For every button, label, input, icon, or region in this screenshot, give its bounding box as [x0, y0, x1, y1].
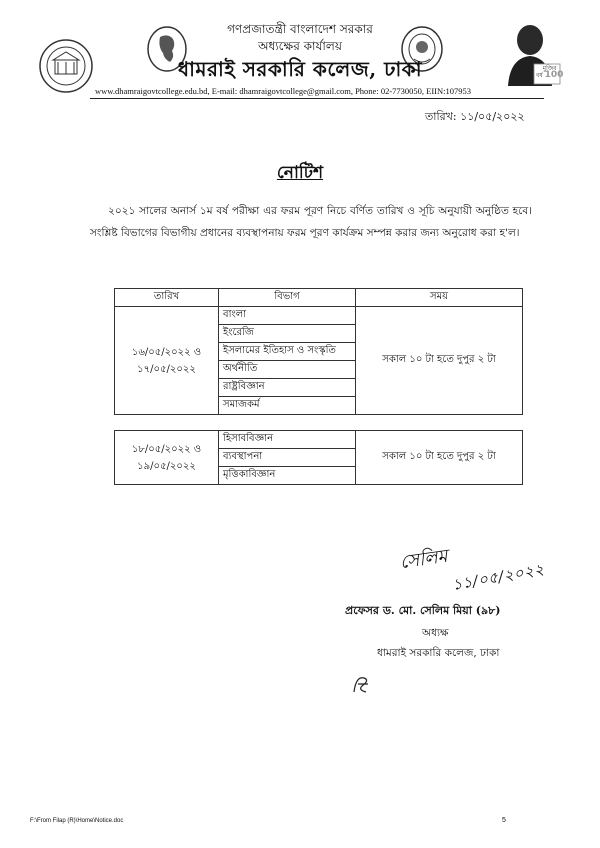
department-cell: বাংলা	[219, 307, 356, 325]
initial-mark-icon	[350, 672, 374, 698]
schedule-table-1	[114, 288, 523, 415]
time-cell-1: সকাল ১০ টা হতে দুপুর ২ টা	[356, 307, 523, 415]
department-cell: ইংরেজি	[219, 325, 356, 343]
header-time: সময়	[356, 289, 523, 307]
mujib-badge-label: মুজিব বর্ষ	[536, 65, 557, 79]
department-cell: সমাজকর্ম	[219, 397, 356, 415]
schedule-table-2	[114, 430, 523, 485]
header-department: বিভাগ	[219, 289, 356, 307]
date-cell-1	[115, 307, 219, 415]
mujib-badge-number: 100	[544, 70, 564, 80]
department-cell: হিসাববিজ্ঞান	[219, 431, 356, 449]
signatory-name: প্রফেসর ড. মো. সেলিম মিয়া (৯৮)	[345, 604, 501, 617]
footer-file-path: F:\From Filap (R)\Home\Notice.doc	[30, 818, 124, 824]
notice-body-text: ২০২১ সালের অনার্স ১ম বর্ষ পরীক্ষা এর ফরম পূরণ নিচে বর্ণিত তারিখ ও সূচি অনুযায়ী অনুষ্ঠিত হবে। সংশ্লিষ্ট বিভাগের বিভাগীয় প্রধানের ব্যবস্থাপনায় ফরম পূরণ কার্যক্রম সম্পন্ন করার জন্য অনুরোধ করা হ'ল।	[90, 205, 532, 239]
notice-title: নোটিশ	[276, 163, 324, 183]
office-title: অধ্যক্ষের কার্যালয়	[258, 39, 342, 53]
time-cell-2: সকাল ১০ টা হতে দুপুর ২ টা	[356, 431, 523, 485]
department-cell: রাষ্ট্রবিজ্ঞান	[219, 379, 356, 397]
header-date: তারিখ	[115, 289, 219, 307]
header-divider	[90, 98, 544, 99]
department-cell: অর্থনীতি	[219, 361, 356, 379]
signature-date: ১১/০৫/২০২২	[450, 560, 546, 594]
government-title: গণপ্রজাতন্ত্রী বাংলাদেশ সরকার	[227, 22, 373, 36]
notice-date: তারিখ: ১১/০৫/২০২২	[425, 110, 525, 123]
department-cell: ব্যবস্থাপনা	[219, 449, 356, 467]
signatory-role: অধ্যক্ষ	[422, 627, 449, 639]
date-cell-1-text: ১৬/০৫/২০২২ ও ১৭/০৫/২০২২	[131, 346, 202, 375]
date-cell-2-text: ১৮/০৫/২০২২ ও ১৯/০৫/২০২২	[131, 443, 202, 472]
contact-info: www.dhamraigovtcollege.edu.bd, E-mail: dhamraigovtcollege@gmail.com, Phone: 02-7730050, EIIN:107953	[95, 86, 471, 96]
department-cell: মৃত্তিকাবিজ্ঞান	[219, 467, 356, 485]
footer-page-number: 5	[502, 817, 506, 824]
notice-body	[90, 200, 532, 244]
date-cell-2	[115, 431, 219, 485]
department-cell: ইসলামের ইতিহাস ও সংস্কৃতি	[219, 343, 356, 361]
signatory-org: ধামরাই সরকারি কলেজ, ঢাকা	[377, 647, 500, 659]
college-name: ধামরাই সরকারি কলেজ, ঢাকা	[177, 57, 423, 81]
signature-scribble: সেলিম	[398, 545, 449, 574]
